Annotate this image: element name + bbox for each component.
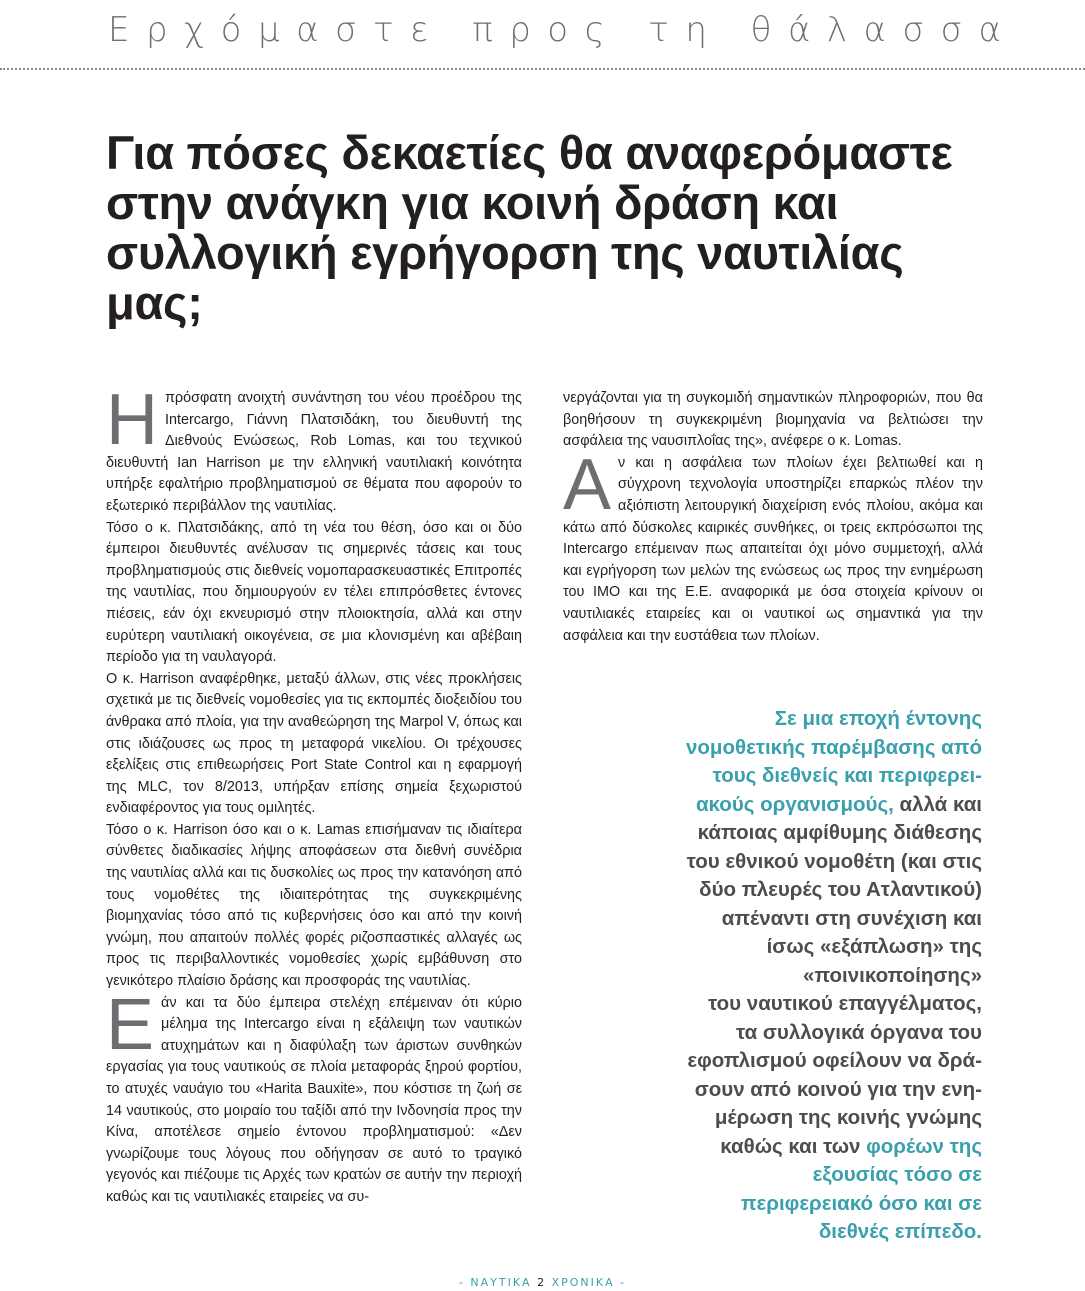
pullquote-text: του ναυτικού επαγγέλματος,	[708, 992, 982, 1015]
pullquote-highlight: διεθνές επίπεδο.	[818, 1220, 982, 1243]
pullquote-text: δύο πλευρές του Ατλαντικού)	[699, 878, 982, 901]
headline-line-1: Για πόσες δεκαετίες θα αναφερόμαστε	[106, 126, 953, 179]
paragraph-2: Τόσο ο κ. Πλατσιδάκης, από τη νέα του θέση, όσο και οι δύο έμπειροι διευθυντές ανέλυσαν τις σημερινές τάσεις και τους προβληματισμούς στις διεθνείς νομοπαρασκευαστικές Επιτροπές της ναυτιλίας, που δημιουργούν εν τέλει επιπρόσθετες έντονες πιέσεις, εάν όχι εκνευρισμό στην πλοιοκτησία, αλλά και στην ευρύτερη ναυτιλιακή οικογένεια, σε μια κλονισμένη και αβέβαιη περίοδο για τη ναυλαγορά.	[106, 519, 522, 666]
pullquote-text: «ποινικοποίησης»	[802, 963, 982, 987]
headline-line-3: συλλογική εγρήγορση της ναυτιλίας μας;	[106, 226, 904, 329]
paragraph-4: Τόσο ο κ. Harrison όσο και ο κ. Lamas επισήμαναν τις ιδιαίτερα σύνθετες διαδικασίες λήψης αποφάσεων στα διεθνή συνέδρια της ναυτιλίας αλλά και τις δυσκολίες ως προς την κατανόηση από τους νομοθέτες της ιδιαιτερότητας της συγκεκριμένης βιομηχανίας τόσο από τις κυβερνήσεις όσο και από την κοινή γνώμη, που απαιτούν πολλές φορές ριζοσπαστικές αλλαγές ως προς τις περιβαλλοντικές νομοθεσίες χωρίς εμβάθυνση στο γενικότερο πλαίσιο δράσης και προσφοράς της ναυτιλίας.	[106, 821, 522, 990]
pullquote-text: ίσως «εξάπλωση» της	[766, 935, 982, 958]
header-divider	[0, 68, 1085, 70]
article-headline	[106, 128, 1006, 328]
paragraph-1	[106, 380, 522, 518]
right-text-column	[563, 388, 983, 647]
pullquote-highlight: εξουσίας τόσο σε	[812, 1163, 982, 1186]
paragraph-5	[106, 984, 522, 1209]
section-title: Ερχόμαστε προς τη θάλασσα	[108, 10, 1018, 50]
paragraph-1-text: πρόσφατη ανοιχτή συνάντηση του νέου προέδρου της Intercargo, Γιάννη Πλατσιδάκη, του διευθυντή της Διεθνούς Ενώσεως, Rob Lomas, και του τεχνικού διευθυντή Ian Harrison με την ελληνική ναυτιλιακή κοινότητα υπήρξε εφαλτήριο προβληματισμού σε θέματα που αφορούν το εξωτερικό περιβάλλον της ναυτιλίας.	[106, 390, 522, 514]
pullquote-highlight: φορέων της	[866, 1134, 982, 1158]
pullquote-text: τα συλλογικά όργανα του	[736, 1020, 982, 1044]
pullquote-text: απέναντι στη συνέχιση και	[721, 906, 982, 930]
pullquote-highlight: περιφερειακό όσο και σε	[740, 1191, 982, 1215]
headline-line-2: στην ανάγκη για κοινή δράση και	[106, 176, 839, 229]
paragraph-7	[563, 444, 983, 647]
footer-publication-left: - ΝΑΥΤΙΚΑ	[458, 1276, 532, 1289]
pullquote-highlight: νομοθετικής παρέμβασης από	[686, 735, 982, 759]
footer-publication-right: ΧΡΟΝΙΚΑ -	[551, 1276, 627, 1289]
page-number: 2	[537, 1276, 547, 1289]
pullquote-text: μέρωση της κοινής γνώμης	[714, 1106, 982, 1129]
left-text-column	[106, 380, 522, 1209]
pullquote-text: κάποιας αμφίθυμης διάθεσης	[697, 821, 982, 844]
paragraph-7-text: ν και η ασφάλεια των πλοίων έχει βελτιωθεί και η σύγχρονη τεχνολογία υποστηρίζει επαρκώς πλέον την αξιόπιστη λειτουργική διαχείριση ενός πλοίου, ακόμα και κάτω από δύσκολες καιρικές συνθήκες, οι τρεις εκπρόσωποι της Intercargo επέμειναν πως απαιτείται όχι μόνο συμμετοχή, αλλά και εγρήγορση των μελών της ενώσεως ως προς την ενημέρωση του ΙΜΟ και της Ε.Ε. αναφορικά με όσα στοιχεία κρίνουν οι ναυτιλιακές εταιρείες και οι ναυτικοί ως σημαντικά για την ασφάλεια και την ευστάθεια των πλοίων.	[563, 454, 983, 644]
drop-cap: Ε	[106, 984, 155, 1065]
pullquote-text: αλλά και	[893, 792, 982, 816]
paragraph-3: Ο κ. Harrison αναφέρθηκε, μεταξύ άλλων, στις νέες προκλήσεις σχετικά με τις διεθνείς νομοθεσίες για τις εκπομπές διοξειδίου του άνθρακα από πλοία, για την αναθεώρηση της Marpol V, όπως και στις ιδιάζουσες ως προς τη μεταφορά νικελίου. Οι τρέχουσες εξελίξεις στις επιθεωρήσεις Port State Control και η εφαρμογή της MLC, τον 8/2013, υπήρξαν επίσης σημεία ξεχωριστού ενδιαφέροντος για τους ομιλητές.	[106, 670, 522, 817]
pullquote-text: του εθνικού νομοθέτη (και στις	[686, 849, 982, 873]
drop-cap: Α	[563, 444, 612, 525]
paragraph-5-text: άν και τα δύο έμπειρα στελέχη επέμειναν ότι κύριο μέλημα της Intercargo είναι η εξάλειψη των ναυτικών ατυχημάτων και η διαφύλαξη των άριστων συνθηκών εργασίας για τους ναυτικούς σε πλοία μεταφοράς ξηρού φορτίου, το ατυχές ναυάγιο του «Harita Bauxite», που κόστισε τη ζωή σε 14 ναυτικούς, στο μοιραίο του ταξίδι από την Ινδονησία προς την Κίνα, αποτέλεσε σημείο έντονου προβληματισμού: «Δεν γνωρίζουμε τους λόγους που οδήγησαν σε αυτό το τραγικό γεγονός και πιέζουμε τις Αρχές των κρατών σε αυτήν την περιοχή καθώς και τις ναυτιλιακές εταιρείες να συ-	[106, 994, 522, 1205]
pull-quote	[600, 705, 982, 1247]
pullquote-text: εφοπλισμού οφείλουν να δρά-	[687, 1049, 982, 1072]
pullquote-highlight: ακούς οργανισμούς,	[695, 792, 894, 816]
pullquote-highlight: τους διεθνείς και περιφερει-	[712, 764, 982, 787]
pullquote-text: σουν από κοινού για την ενη-	[694, 1077, 982, 1101]
pullquote-highlight: Σε μια εποχή έντονης	[774, 707, 982, 730]
pullquote-text: καθώς και των	[720, 1134, 867, 1158]
drop-cap: Η	[106, 380, 158, 460]
paragraph-6: νεργάζονται για τη συγκομιδή σημαντικών πληροφοριών, που θα βοηθήσουν τη συγκεκριμένη βιομηχανία να βελτιώσει την ασφάλεια της ναυσιπλοΐας της», ανέφερε ο κ. Lomas.	[563, 390, 983, 450]
page-footer	[0, 1276, 1085, 1289]
